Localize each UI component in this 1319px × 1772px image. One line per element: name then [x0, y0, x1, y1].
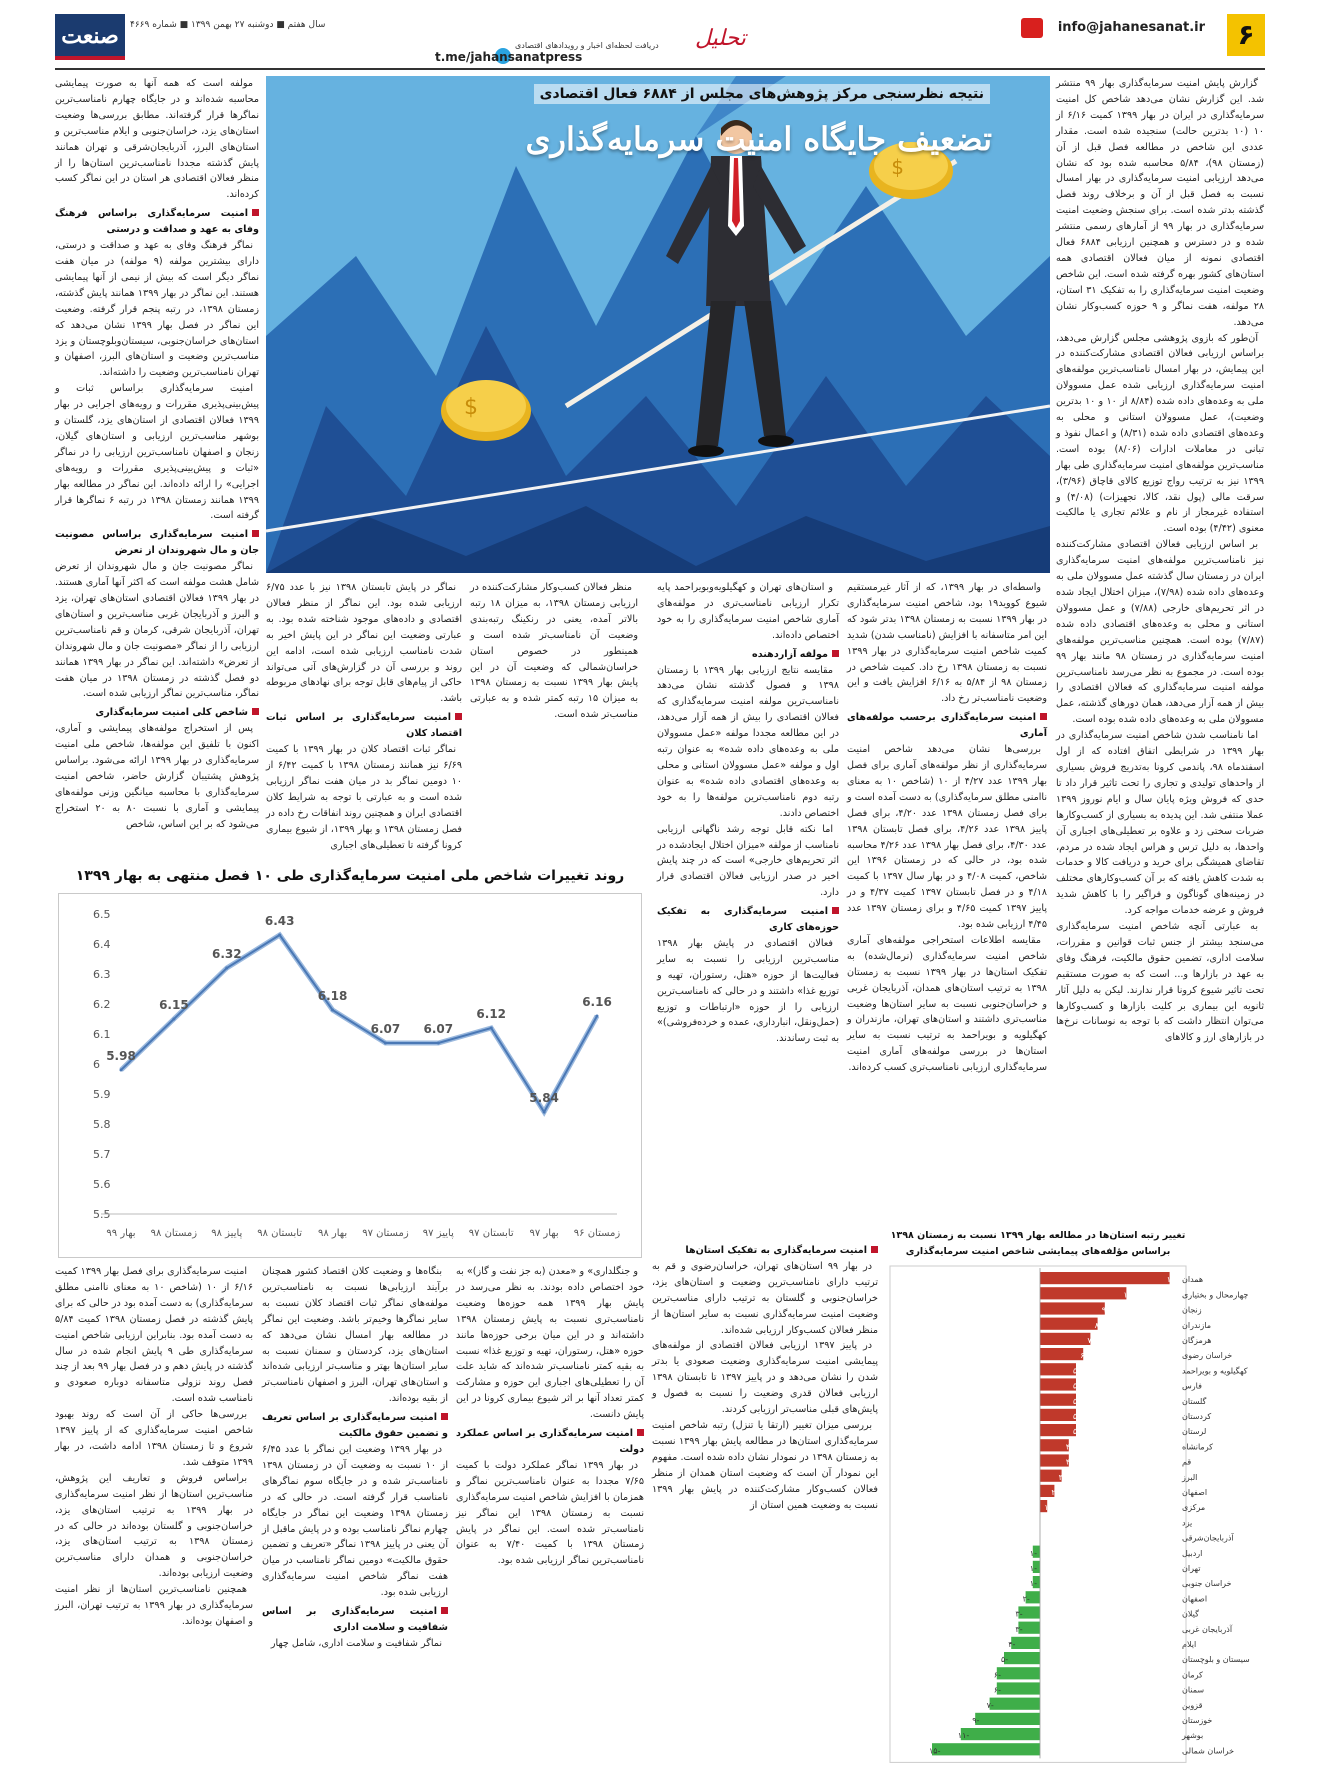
category-label: اصفهان [1182, 1594, 1208, 1604]
x-tick-label: بهار ۹۸ [317, 1228, 348, 1239]
paragraph: آن‌طور که بازوی پژوهشی مجلس گزارش می‌دهد، براساس ارزیابی فعالان اقتصادی مشارکت‌کننده در این پیمایش، در بهار امسال نامناسب‌ترین مولفه‌های امنیت سرمایه‌گذاری ارزیابی شده عمل مسوولان ملی به وعده‌های داده شده (۸/۸۴ از ۱۰ و ۱۰ بدترین وضعیت)، عمل مسوولان استانی و محلی به وعده‌های اقتصادی داده شده (۸/۳۱) و اعمال نفوذ و تبانی در معاملات ادارات (۸/۰۶) بوده است. مناسب‌ترین مولفه‌های امنیت سرمایه‌گذاری طی بهار ۱۳۹۹ نیز به ترتیب رواج توزیع کالای قاچاق (۳/۹۶)، سرقت مالی (پول نقد، کالا، تجهیزات) (۴/۰۸) و استفاده غیرمجاز از نام و علائم تجاری یا مالکیت معنوی (۴/۴۲) بوده است. [1056, 332, 1264, 535]
x-tick-label: زمستان ۹۷ [362, 1228, 409, 1239]
paragraph: بنگاه‌ها و وضعیت کلان اقتصاد کشور همچنان برآیند ارزیابی‌ها نسبت به نامناسب‌ترین مولفه‌های نماگر ثبات اقتصاد کلان نسبت به سایر نماگرها وخیم‌تر باشد. وضعیت این نماگر در مطالعه بهار امسال نشان می‌دهد که استان‌های یزد، کردستان و سمنان نسبت به سایر استان‌ها بهتر و مناسب‌تر ارزیابی شده‌اند و استان‌های تهران، البرز و اصفهان نامناسب‌تر از بقیه بوده‌اند. [262, 1266, 448, 1405]
paragraph: منظر فعالان کسب‌وکار مشارکت‌کننده در ارزیابی زمستان ۱۳۹۸، به میزان ۱۸ رتبه بالاتر آمده، یعنی در رنکینگ رتبه‌بندی وضعیت آن نامناسب‌تر شده است و همینطور در خصوص استان خراسان‌شمالی که وضعیت آن در این پایش بهار ۱۳۹۹ نسبت به زمستان ۱۳۹۸ به میزان ۱۵ رتبه کمتر شده و به عبارتی مناسب‌تر شده است. [470, 582, 638, 721]
category-label: کرمان [1182, 1670, 1203, 1680]
line-chart [58, 893, 642, 1258]
bar-value-label: ۱ [1044, 1503, 1049, 1513]
category-label: فارس [1182, 1381, 1202, 1391]
bar-value-label: ۵ [1073, 1427, 1078, 1437]
category-label: خراسان شمالی [1182, 1746, 1235, 1756]
data-label: 6.07 [370, 1022, 401, 1036]
bar-value-label: -۹ [972, 1716, 980, 1725]
category-label: گیلان [1182, 1609, 1199, 1619]
bar-value-label: -۶ [993, 1670, 1001, 1680]
bar-value-label: ۲ [1051, 1488, 1056, 1497]
data-label: 6.15 [159, 998, 189, 1012]
column-5 [266, 580, 462, 860]
subheading: امنیت سرمایه‌گذاری براساس فرهنگ وفای به عهد و صداقت و درستی [55, 206, 259, 238]
category-label: قزوین [1182, 1700, 1203, 1710]
line-chart-title: روند تغییرات شاخص ملی امنیت سرمایه‌گذاری طی ۱۰ فصل منتهی به بهار ۱۳۹۹ [75, 868, 625, 884]
article-kicker: نتیجه نظرسنجی مرکز پژوهش‌های مجلس از ۶۸۸۴ فعال اقتصادی [534, 84, 990, 104]
section-name: تحلیل [695, 26, 746, 51]
category-label: سیستان و بلوچستان [1182, 1655, 1250, 1665]
category-label: کهگیلویه و بویراحمد [1182, 1366, 1248, 1376]
paragraph: بررسی میزان تغییر (ارتقا یا تنزل) رتبه شاخص امنیت سرمایه‌گذاری استان‌ها در مطالعه پایش بهار ۱۳۹۹ نسبت به زمستان ۱۳۹۸ در نمودار نشان داده شده است. مفهوم این نمودار آن است که وضعیت استان همدان از منظر فعالان کسب‌وکار مشارکت‌کننده در پایش بهار ۱۳۹۹ نسبت به وضعیت همین استان از [652, 1419, 879, 1511]
y-tick-label: 5.7 [93, 1148, 111, 1161]
issue-info: سال هفتم ■ دوشنبه ۲۷ بهمن ۱۳۹۹ ■ شماره ۴۶۶۹ [130, 20, 326, 30]
y-tick-label: 5.6 [93, 1178, 111, 1191]
bar-value-label: -۱ [1029, 1548, 1037, 1558]
category-label: گلستان [1182, 1396, 1207, 1406]
category-label: خوزستان [1182, 1716, 1213, 1725]
bar [997, 1667, 1040, 1679]
paragraph: مقایسه اطلاعات استخراجی مولفه‌های آماری شاخص امنیت سرمایه‌گذاری (نرمال‌شده) به تفکیک استان‌ها در بهار ۱۳۹۹ نسبت به زمستان ۱۳۹۸ به ترتیب استان‌های همدان، آذربایجان غربی و خراسان‌جنوبی نسبت به سایر استان‌ها وضعیت مناسب‌تری داشتند و استان‌های تهران، مازندران و کهگیلویه و بویراحمد به ترتیب نسبت به سایر استان‌ها در بررسی مولفه‌های آماری امنیت سرمایه‌گذاری ارزیابی نامناسب‌تری کسب کرده‌اند. [847, 934, 1048, 1074]
bar-chart-svg [888, 1232, 1250, 1762]
column-2 [847, 580, 1047, 1232]
category-label: همدان [1182, 1275, 1204, 1285]
data-point [172, 1018, 175, 1021]
bar-value-label: -۳ [1015, 1609, 1023, 1619]
data-point [225, 967, 228, 970]
column-bottom-1 [55, 1264, 253, 1766]
bar-chart-subtitle: براساس مؤلفه‌های پیمایشی شاخص امنیت سرمایه‌گذاری [905, 1246, 1171, 1257]
subheading: امنیت سرمایه‌گذاری بر اساس عملکرد دولت [456, 1426, 644, 1458]
category-label: آذربایجان‌شرقی [1182, 1533, 1234, 1543]
page-header [55, 14, 1265, 64]
paragraph: در بهار ۱۳۹۹ وضعیت این نماگر با عدد ۶/۴۵ از ۱۰ نسبت به وضعیت آن در زمستان ۱۳۹۸ نامناسب‌تر شده و در جایگاه سوم نماگرهای نامناسب قرار گرفته است. در حالی که در زمستان ۱۳۹۸ وضعیت این نماگر در جایگاه چهارم نماگر نامناسب بوده و در پایش ماقبل از آن یعنی در پاییز ۱۳۹۸ نماگر «تعریف و تضمین حقوق مالکیت» دومین نماگر نامناسب در میان هفت نماگر شاخص امنیت سرمایه‌گذاری ارزیابی شده بود. [262, 1443, 448, 1599]
category-label: سمنان [1182, 1685, 1205, 1695]
category-label: بوشهر [1182, 1731, 1204, 1741]
bar-value-label: ۵ [1073, 1396, 1078, 1406]
bar [1004, 1652, 1040, 1664]
paragraph: فعالان اقتصادی در پایش بهار ۱۳۹۸ مناسب‌ترین ارزیابی را نسبت به سایر فعالیت‌ها از حوزه «هتل، رستوران، تهیه و توزیع غذا» داشتند و در حالی که نامناسب‌ترین ارزیابی را از حوزه «ارتباطات و توزیع (حمل‌ونقل، انبارداری، عمده و خرده‌فروشی)» به ثبت رساندند. [657, 937, 839, 1045]
bar-value-label: -۶ [993, 1685, 1001, 1695]
paragraph: نماگر فرهنگ وفای به عهد و صداقت و درستی، دارای بیشترین مولفه (۹ مولفه) در میان هفت نماگر دیگر است که بیش از نیمی از آنها پیمایشی هستند. این نماگر در بهار ۱۳۹۹ همانند پایش گذشته، زمستان ۱۳۹۸، در رتبه پنجم قرار گرفته. وضعیت این نماگر در فصل بهار ۱۳۹۹ نشان می‌دهد که استان‌های خراسان‌جنوبی، سیستان‌وبلوچستان و یزد مناسب‌ترین وضعیت و استان‌های البرز، اصفهان و تهران نامناسب‌ترین وضعیت را داشته‌اند. [55, 240, 260, 379]
column-left [55, 76, 259, 861]
bar-value-label: -۲ [1022, 1594, 1030, 1604]
bar [1040, 1348, 1083, 1360]
bar [961, 1728, 1040, 1740]
bar [1040, 1363, 1076, 1375]
paragraph: اما نکته قابل توجه رشد ناگهانی ارزیابی نامناسب از مولفه «میزان اختلال ایجادشده در اثر تحریم‌های خارجی» است که در چند پایش اخیر در صدر ارزیابی فعالان اقتصادی قرار دارد. [657, 823, 839, 899]
paragraph: مولفه است که همه آنها به صورت پیمایشی محاسبه شده‌اند و در جایگاه چهارم نامناسب‌ترین نماگرها قرار گرفته‌اند. مطابق بررسی‌ها وضعیت استان‌های یزد، خراسان‌جنوبی و ایلام مناسب‌ترین و استان‌های البرز، آذربایجان‌شرقی و تهران همانند پایش گذشته مجددا نامناسب‌ترین استان‌ها را از منظر فعالان اقتصادی هر استان در این نماگر کسب کرده‌اند. [55, 78, 259, 201]
email-icon [1021, 18, 1043, 38]
data-point [384, 1042, 387, 1045]
bar [1040, 1333, 1090, 1345]
y-tick-label: 6.3 [93, 968, 111, 981]
column-bottom-2 [262, 1264, 448, 1766]
bar-value-label: -۴ [1008, 1640, 1016, 1649]
bar [1040, 1287, 1126, 1299]
data-point [490, 1027, 493, 1030]
paragraph: مقایسه نتایج ارزیابی بهار ۱۳۹۹ با زمستان ۱۳۹۸ و فصول گذشته نشان می‌دهد نامناسب‌ترین مولفه امنیت سرمایه‌گذاری که فعالان اقتصادی را بیش از همه آزار می‌دهد، در این مطالعه مجددا مولفه «عمل مسوولان ملی به وعده‌های داده شده» به عنوان رتبه اول و مولفه «عمل مسوولان استانی و محلی به وعده‌های اقتصادی داده شده» به عنوان رتبه دوم نامناسب‌ترین مولفه‌ها را به خود اختصاص دادند. [657, 664, 839, 819]
bar [1040, 1409, 1076, 1421]
data-label: 6.07 [423, 1022, 454, 1036]
paragraph: پس از استخراج مولفه‌های پیمایشی و آماری، اکنون با تلفیق این مولفه‌ها، شاخص ملی امنیت سرمایه‌گذاری در بهار ۱۳۹۹ ارائه می‌شود. براساس پژوهش پشتیبان گزارش حاضر، شاخص امنیت سرمایه‌گذاری با محاسبه میانگین وزنی مولفه‌های پیمایشی و آماری با نسبت ۸۰ به ۲۰ استخراج می‌شود که بر این اساس، شاخص [55, 723, 259, 830]
bar-value-label: -۱۵ [929, 1746, 941, 1756]
category-label: تهران [1182, 1564, 1201, 1573]
data-label: 5.98 [106, 1049, 136, 1063]
paragraph: واسطه‌ای در بهار ۱۳۹۹، که از آثار غیرمستقیم شیوع کووید۱۹ بود، شاخص امنیت سرمایه‌گذاری در بهار ۱۳۹۹ نسبت به زمستان ۱۳۹۸ بدتر شود که این امر متاسفانه با افزایش (نامناسب شدن) شدید کمیت شاخص امنیت سرمایه‌گذاری در بهار ۱۳۹۹ نسبت به زمستان ۱۳۹۸ رخ داد. کمیت شاخص در زمستان ۹۸ از ۵/۸۴ به ۶/۱۶ افزایش یافت و این وضعیت نامناسب‌تر رخ داد. [847, 582, 1048, 705]
paragraph: به عبارتی آنچه شاخص امنیت سرمایه‌گذاری می‌سنجد بیشتر از جنس ثبات قوانین و مقررات، سلامت اداری، تضمین حقوق مالکیت، فرهنگ وفای به عهد در بازارها و... است که به صورت مستقیم تحت تاثیر شیوع کرونا قرار ندارند. لیکن به دلیل آثار ثانویه این بیماری بر کلیت بازارها و کسب‌وکارها می‌توان انتظار داشت که با توجه به نوسانات نرخ‌ها در بازارهای ارز و کالاهای [1056, 921, 1264, 1044]
bar-value-label: ۱۲ [1123, 1290, 1132, 1300]
column-4 [470, 580, 638, 860]
bar [1040, 1439, 1069, 1451]
x-tick-label: پاییز ۹۷ [422, 1228, 454, 1239]
subheading: امنیت سرمایه‌گذاری به تفکیک حوزه‌های کاری [657, 904, 839, 936]
paragraph: نماگر شفافیت و سلامت اداری، شامل چهار [270, 1637, 442, 1649]
bar [1040, 1302, 1105, 1314]
paragraph: در پاییز ۱۳۹۷ ارزیابی فعالان اقتصادی از مولفه‌های پیمایشی امنیت سرمایه‌گذاری وضعیت صعودی یا بدتر شدن را نشان می‌دهد و در پاییز ۱۳۹۷ تا تابستان ۱۳۹۸ ارزیابی فعالان قدری وضعیت را نسبت به فصول و پایش‌های قبلی مناسب‌تر ارزیابی کردند. [652, 1340, 878, 1416]
subheading: مولفه آزاردهنده [657, 647, 839, 663]
x-tick-label: تابستان ۹۷ [468, 1228, 514, 1239]
header-rule [55, 68, 1265, 70]
bar-value-label: ۸ [1094, 1320, 1099, 1330]
category-label: چهارمحال و بختیاری [1182, 1290, 1249, 1300]
category-label: کرمانشاه [1182, 1442, 1213, 1452]
subheading: شاخص کلی امنیت سرمایه‌گذاری [55, 705, 259, 721]
subheading: امنیت سرمایه‌گذاری براساس مصونیت جان و مال شهروندان از تعرض [55, 527, 259, 559]
category-label: اردبیل [1182, 1548, 1203, 1558]
bar-value-label: ۵ [1073, 1381, 1078, 1391]
column-3 [657, 580, 839, 1232]
subheading: امنیت سرمایه‌گذاری بر اساس ثبات اقتصاد کلان [266, 710, 462, 742]
paragraph: بررسی‌ها نشان می‌دهد شاخص امنیت سرمایه‌گذاری از نظر مولفه‌های آماری برای فصل بهار ۱۳۹۹ عدد ۴/۲۷ از ۱۰ (شاخص ۱۰ به معنای ناامنی مطلق سرمایه‌گذاری) به دست آمده است و برای فصل زمستان ۱۳۹۸ عدد ۴/۲۰، برای فصل پاییز ۱۳۹۸ عدد ۴/۲۶، برای فصل تابستان ۱۳۹۸ عدد ۴/۳۰، برای فصل بهار ۱۳۹۸ عدد ۴/۲۶ محاسبه شده بود، در حالی که در زمستان ۱۳۹۶ این شاخص، کمیت ۴/۰۸ و در بهار سال ۱۳۹۷ با کمیت ۴/۱۸ و در فصل تابستان ۱۳۹۷ کمیت ۴/۳۷ و در پاییز ۱۳۹۷ کمیت ۴/۶۵ و برای زمستان ۱۳۹۷ عدد ۴/۴۵ ارزیابی شده بود. [847, 744, 1048, 931]
bar-value-label: ۷ [1087, 1336, 1092, 1345]
bar [1040, 1394, 1076, 1406]
y-tick-label: 6.1 [93, 1028, 111, 1041]
paragraph: امنیت سرمایه‌گذاری برای فصل بهار ۱۳۹۹ کمیت ۶/۱۶ از ۱۰ (شاخص ۱۰ به معنای ناامنی مطلق سرمایه‌گذاری) به دست آمده بود در حالی که برای پایش گذشته در فصل زمستان ۱۳۹۸ کمیت ۵/۸۴ به دست آمده بود. بنابراین ارزیابی شاخص امنیت سرمایه‌گذاری طی ۹ پایش انجام شده در سال گذشته در پایش دهم و در فصل بهار ۹۹ بعد از چند فصل روند نزولی متاسفانه دوباره صعودی و نامناسب شده است. [55, 1266, 254, 1405]
category-label: کردستان [1182, 1412, 1212, 1421]
paragraph: در بهار ۱۳۹۹ نماگر عملکرد دولت با کمیت ۷/۶۵ مجددا به عنوان نامناسب‌ترین نماگر و همزمان با افزایش شاخص امنیت سرمایه‌گذاری نسبت به زمستان ۱۳۹۸ این نماگر نیز نامناسب‌تر شده است. این نماگر در پایش زمستان ۱۳۹۸ با کمیت ۷/۴۰ به عنوان نامناسب‌ترین نماگر ارزیابی شده بود. [456, 1459, 645, 1567]
paragraph: گزارش پایش امنیت سرمایه‌گذاری بهار ۹۹ منتشر شد. این گزارش نشان می‌دهد شاخص کل امنیت سرمایه‌گذاری در ایران در بهار ۱۳۹۹ کمیت ۶/۱۶ از ۱۰ (۱۰ بدترین حالت) سنجیده شده است. مقدار عددی این شاخص در مطالعه فصل قبل از آن (زمستان ۹۸)، ۵/۸۴ محاسبه شده بود که نشان می‌دهد ارزیابی امنیت سرمایه‌گذاری در بهار امسال نسبت به فصل قبل از آن و برخلاف روند فصل گذشته بدتر شده است. برای سنجش وضعیت امنیت سرمایه‌گذاری در بهار ۹۹ از آمارهای رسمی منتشر شده و در دسترس و همچنین ارزیابی ۶۸۸۴ فعال اقتصادی نمونه از میان فعالان اقتصادی همه استان‌های کشور بهره گرفته شده است. این شاخص وضعیت امنیت سرمایه‌گذاری را به تفکیک ۳۱ استان، ۲۸ مولفه، هفت نماگر و ۹ حوزه کسب‌وکار نشان می‌دهد. [1056, 78, 1265, 328]
y-tick-label: 6.4 [93, 938, 111, 951]
category-label: مرکزی [1182, 1503, 1206, 1513]
bar [997, 1682, 1040, 1694]
data-label: 5.84 [529, 1091, 559, 1105]
category-label: اصفهان [1182, 1488, 1208, 1497]
data-point [543, 1111, 546, 1114]
y-tick-label: 6.2 [93, 998, 111, 1011]
bar-value-label: ۴ [1065, 1457, 1071, 1467]
category-label: مازندران [1182, 1320, 1211, 1330]
x-tick-label: پاییز ۹۸ [211, 1228, 243, 1239]
paragraph: در بهار ۹۹ استان‌های تهران، خراسان‌رضوی و قم به ترتیب دارای نامناسب‌ترین وضعیت و استان‌های یزد، خراسان‌جنوبی و گلستان به ترتیب دارای مناسب‌ترین وضعیت امنیت سرمایه‌گذاری نسبت به سایر استان‌ها از منظر فعالان کسب‌وکار ارزیابی شده‌اند. [652, 1260, 878, 1336]
column-bottom-3 [456, 1264, 644, 1766]
data-label: 6.16 [582, 995, 612, 1009]
bar-value-label: ۵ [1073, 1412, 1078, 1421]
bar [1011, 1637, 1040, 1649]
paragraph: نماگر ثبات اقتصاد کلان در بهار ۱۳۹۹ با کمیت ۶/۶۹ نیز همانند زمستان ۱۳۹۸ با کمیت ۶/۴۲ از ۱۰ دومین نماگر بد در میان هفت نماگر ارزیابی شده است و به عبارتی با توجه به شرایط کلان اقتصادی ایران و همچنین روند انفاقات رخ داده در فصل زمستان ۱۳۹۸ و بهار ۱۳۹۹، از شیوع بیماری کرونا گرفته تا تعطیلی‌های اجباری [266, 744, 462, 851]
paragraph: نماگر در پایش تابستان ۱۳۹۸ نیز با عدد ۶/۷۵ ارزیابی شده بود. این نماگر از منظر فعالان اقتصادی و داده‌های موجود شناخته شده بود. به عبارتی وضعیت این نماگر در این پایش اخیر به شدت نامناسب ارزیابی شده است، ادامه این روند و بررسی آن در گزارش‌های آتی می‌تواند حاکی از پیام‌های قابل توجه برای نهادهای مربوطه باشد. [266, 582, 462, 705]
bar [990, 1698, 1040, 1710]
bar [1040, 1454, 1069, 1466]
bar-value-label: -۷ [986, 1700, 994, 1710]
bar-value-label: ۶ [1080, 1351, 1085, 1361]
bar-value-label: -۱ [1029, 1564, 1037, 1573]
bar [1040, 1424, 1076, 1436]
x-tick-label: زمستان ۹۸ [150, 1228, 198, 1239]
data-point [278, 934, 281, 937]
page-number: ۶ [1227, 14, 1265, 56]
svg-text:$: $ [891, 155, 904, 179]
category-label: البرز [1182, 1472, 1198, 1482]
data-point [120, 1069, 123, 1072]
data-point [596, 1015, 599, 1018]
paragraph: همچنین نامناسب‌ترین استان‌ها از نظر امنیت سرمایه‌گذاری در بهار ۱۳۹۹ به ترتیب تهران، البرز و اصفهان بوده‌اند. [55, 1584, 253, 1627]
x-tick-label: تابستان ۹۸ [257, 1228, 303, 1239]
bar-value-label: ۴ [1065, 1442, 1071, 1452]
x-tick-label: بهار ۹۷ [529, 1228, 559, 1239]
category-label: آذربایجان غربی [1182, 1624, 1233, 1634]
data-point [437, 1042, 440, 1045]
bar [1040, 1318, 1098, 1330]
subheading: امنیت سرمایه‌گذاری به تفکیک استان‌ها [652, 1243, 878, 1259]
bar-chart [888, 1232, 1250, 1762]
telegram-link[interactable]: t.me/jahansanatpress [435, 50, 583, 64]
category-label: خراسان رضوی [1182, 1351, 1233, 1361]
data-label: 6.43 [264, 914, 295, 928]
subheading: امنیت سرمایه‌گذاری بر اساس تعریف و تضمین حقوق مالکیت [262, 1410, 448, 1442]
y-tick-label: 6.5 [93, 908, 111, 921]
column-bottom-4 [652, 1240, 878, 1766]
bar-value-label: -۱۱ [957, 1731, 970, 1741]
data-point [331, 1009, 334, 1012]
category-label: خراسان جنوبی [1182, 1579, 1232, 1589]
bar [1040, 1378, 1076, 1390]
bar-value-label: ۹ [1101, 1305, 1107, 1315]
bar-value-label: ۵ [1073, 1366, 1078, 1376]
bar [932, 1743, 1040, 1755]
bar-value-label: ۱۸ [1166, 1275, 1176, 1285]
bar-value-label: ۳ [1058, 1472, 1063, 1482]
category-label: زنجان [1182, 1305, 1202, 1315]
bar-value-label: -۵ [1001, 1655, 1009, 1665]
category-label: لرستان [1182, 1427, 1207, 1437]
bar-value-label: -۱ [1029, 1579, 1037, 1589]
category-label: قم [1182, 1457, 1192, 1467]
y-tick-label: 5.5 [93, 1208, 111, 1221]
svg-text:$: $ [464, 395, 478, 420]
category-label: ایلام [1182, 1640, 1197, 1649]
paragraph: بررسی‌ها حاکی از آن است که روند بهبود شاخص امنیت سرمایه‌گذاری که از پاییز ۱۳۹۷ شروع و تا زمستان ۱۳۹۸ ادامه داشت، در بهار ۱۳۹۹ متوقف شد. [55, 1409, 253, 1468]
y-tick-label: 5.9 [93, 1088, 111, 1101]
article-headline: تضعیف جایگاه امنیت سرمایه‌گذاری [525, 120, 992, 158]
data-label: 6.18 [317, 989, 348, 1003]
contact-email[interactable]: info@jahanesanat.ir [1057, 20, 1205, 35]
line-chart-svg [57, 894, 641, 1259]
bar [975, 1713, 1040, 1725]
newspaper-logo: صنعت [55, 14, 125, 60]
paragraph: و جنگلداری» و «معدن (به جز نفت و گاز)» به خود اختصاص داده بودند. به نظر می‌رسد در پایش بهار ۱۳۹۹ همه حوزه‌ها وضعیت نامناسب‌تری نسبت به پایش زمستان ۱۳۹۸ داشته‌اند و در این میان برخی حوزه‌ها مانند حوزه «هتل، رستوران، تهیه و توزیع غذا» نسبت به بقیه کمتر نامناسب‌تر شده‌اند که شاید علت آن را تعطیلی‌های اجباری این حوزه و مشارکت کمتر تعداد آنها بر اثر شیوع بیماری کرونا در این پایش دانست. [456, 1266, 644, 1421]
paragraph: بر اساس ارزیابی فعالان اقتصادی مشارکت‌کننده نیز نامناسب‌ترین مولفه‌های امنیت سرمایه‌گذاری ایران در زمستان سال گذشته عمل مسوولان ملی به وعده‌های داده شده (۷/۹۸)، میزان اختلال ایجاد شده در اثر تحریم‌های خارجی (۷/۸۸) و عمل مسوولان استانی و محلی به وعده‌های اقتصادی داده شده (۷/۸۷) بوده است. همچنین مناسب‌ترین مولفه‌های امنیت سرمایه‌گذاری در زمستان ۹۸ مانند بهار ۹۹ بوده است. در مجموع به نظر می‌رسد نامناسب‌ترین مولفه امنیت سرمایه‌گذاری که فعالان اقتصادی را بیش از همه آزار می‌دهد، همان دورهای گذشته، عمل مسوولان ملی به وعده‌های داده شده بوده است. [1056, 539, 1264, 726]
subheading: امنیت سرمایه‌گذاری بر اساس شفافیت و سلامت اداری [262, 1604, 448, 1636]
paragraph: براساس فروش و تعاریف این پژوهش، مناسب‌ترین استان‌ها از نظر امنیت سرمایه‌گذاری در بهار ۱۳۹۹ به ترتیب استان‌های یزد، خراسان‌جنوبی و گلستان بوده‌اند در حالی که در زمستان ۱۳۹۸ به ترتیب استان‌های یزد، خراسان‌جنوبی و همدان دارای مناسب‌ترین وضعیت ارزیابی بوده‌اند. [55, 1472, 254, 1580]
bar-chart-title: تغییر رتبه استان‌ها در مطالعه بهار ۱۳۹۹ نسبت به زمستان ۱۳۹۸ [890, 1230, 1186, 1241]
paragraph: امنیت سرمایه‌گذاری براساس ثبات و پیش‌بینی‌پذیری مقررات و رویه‌های اجرایی در بهار ۱۳۹۹ فعالان اقتصادی از استان‌های یزد، گلستان و بوشهر مناسب‌ترین ارزیابی و استان‌های گیلان، زنجان و اصفهان نامناسب‌ترین ارزیابی را در نماگر «ثبات و پیش‌بینی‌پذیری مقررات و رویه‌های اجرایی» را ارائه داده‌اند. این نماگر در مطالعه بهار ۱۳۹۹ همانند زمستان ۱۳۹۸ در رتبه ۶ نماگرها قرار گرفته است. [55, 383, 259, 522]
paragraph: اما نامناسب شدن شاخص امنیت سرمایه‌گذاری در بهار ۱۳۹۹ در شرایطی اتفاق افتاده که از اول اسفندماه ۹۸، پاندمی کرونا به‌تدریج فروش بسیاری از واحدهای تولیدی و تجاری را تحت تاثیر قرار داد تا حدی که فروش ویژه پایان سال و ایام نوروز ۱۳۹۹ عملا منتفی شد. این پدیده به بسیاری از کسب‌وکارها ضربات سختی زد و علاوه بر تعطیلی‌های اجباری آن واحدها، به دلیل ترس و هراس ایجاد شده در مردم، تقاضای همیشگی برای خرید و دریافت کالا و خدمات به شدت کاهش یافته که بر آن کسب‌وکارهای مختلف در زمینه‌های گوناگون و فراگیر را با کاهش شدید فروش و عرضه خدمات مواجه کرد. [1056, 730, 1264, 917]
bar-value-label: -۳ [1015, 1624, 1023, 1634]
x-tick-label: بهار ۹۹ [106, 1228, 136, 1239]
x-tick-label: زمستان ۹۶ [573, 1228, 621, 1239]
paragraph: و استان‌های تهران و کهگیلویه‌وبویراحمد پایه تکرار ارزیابی نامناسب‌تری در مولفه‌های آماری شاخص امنیت سرمایه‌گذاری را به خود اختصاص داده‌اند. [657, 582, 839, 641]
series-line-shadow [121, 935, 597, 1112]
data-label: 6.12 [476, 1007, 507, 1021]
bar [1040, 1272, 1170, 1284]
y-tick-label: 5.8 [93, 1118, 111, 1131]
category-label: یزد [1182, 1518, 1193, 1528]
telegram-caption: دریافت لحظه‌ای اخبار و رویدادهای اقتصادی [515, 41, 659, 50]
y-tick-label: 6 [93, 1058, 100, 1071]
hero-illustration [266, 76, 1050, 573]
category-label: هرمزگان [1182, 1336, 1212, 1345]
data-label: 6.32 [211, 947, 242, 961]
paragraph: نماگر مصونیت جان و مال شهروندان از تعرض شامل هشت مولفه است که اکثر آنها آماری هستند. در بهار ۱۳۹۹ فعالان اقتصادی استان‌های تهران، یزد و البرز و آذربایجان غربی مناسب‌ترین و استان‌های تهران، آذربایجان شرقی، کرمان و قم نامناسب‌ترین ارزیابی را از نماگر «مصونیت جان و مال شهروندان از تعرض» داشته‌اند. این نماگر در بهار ۱۳۹۹ همانند دو فصل گذشته در زمستان ۱۳۹۸ در میان هفت نماگر، مناسب‌ترین نماگر ارزیابی شده است. [55, 561, 259, 700]
subheading: امنیت سرمایه‌گذاری برحسب مولفه‌های آماری [847, 710, 1047, 742]
